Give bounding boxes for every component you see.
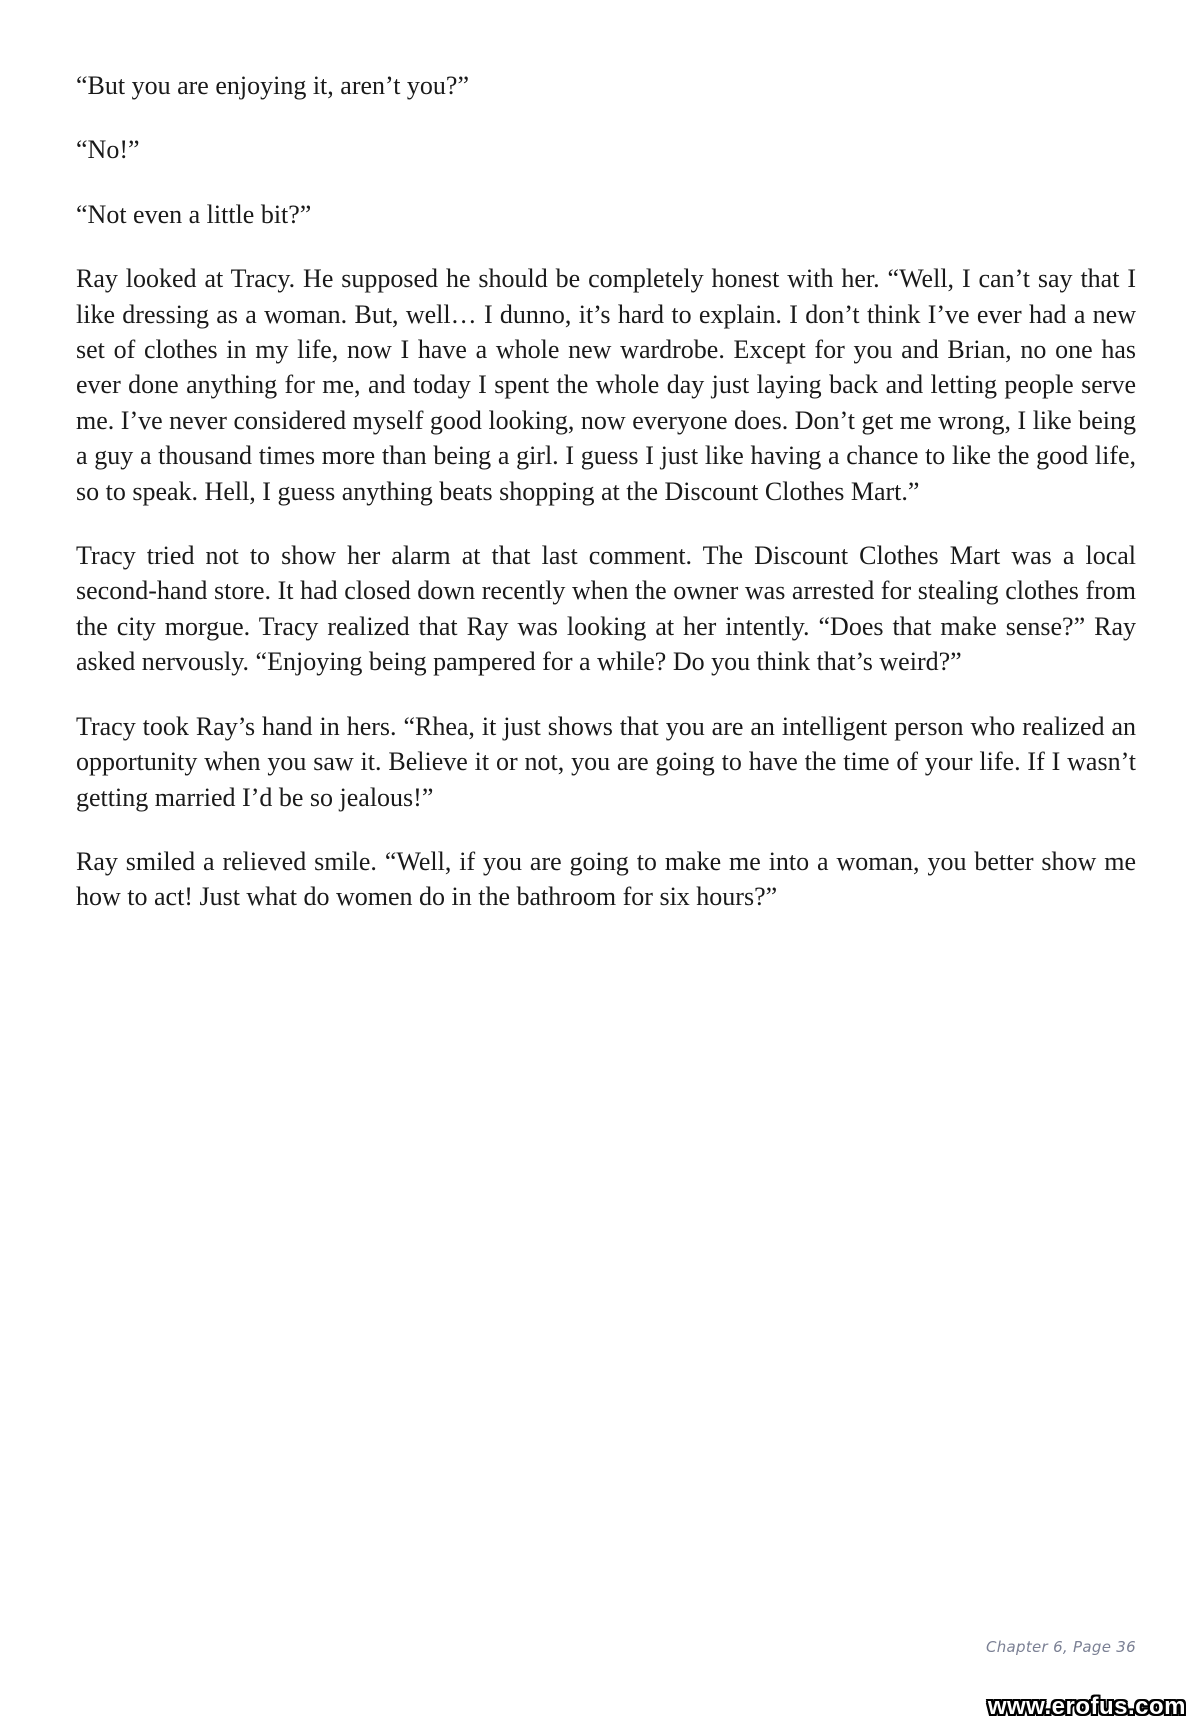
paragraph-1: “But you are enjoying it, aren’t you?” bbox=[76, 71, 470, 100]
paragraph-5: Tracy tried not to show her alarm at that last comment. The Discount Clothes Mart was a local second-hand store. It had closed down recently when the owner was arrested for stealing clothes from the city morgue. Tracy realized that Ray was looking at her intently. “Does that make sense?” Ray asked nervously. “Enjoying being pampered for a while? Do you think that’s weird?” bbox=[76, 541, 1136, 677]
paragraph-2: “No!” bbox=[76, 135, 140, 165]
paragraph-3: “Not even a little bit?” bbox=[76, 199, 312, 229]
paragraph-7: Ray smiled a relieved smile. “Well, if you are going to make me into a woman, you better show me how to act! Just what do women do in the bathroom for six hours?” bbox=[76, 846, 1136, 912]
story-text bbox=[76, 68, 1136, 944]
site-watermark: www.erofus.com bbox=[987, 1693, 1186, 1720]
paragraph-4: Ray looked at Tracy. He supposed he should be completely honest with her. “Well, I can’t say that I like dressing as a woman. But, well… I dunno, it’s hard to explain. I don’t think I’ve ever had a new set of clothes in my life, now I have a whole new wardrobe. Except for you and Brian, no one has ever done anything for me, and today I spent the whole day just laying back and letting people serve me. I’ve never considered myself good looking, now everyone does. Don’t get me wrong, I like being a guy a thousand times more than being a girl. I guess I just like having a chance to like the good life, so to speak. Hell, I guess anything beats shopping at the Discount Clothes Mart.” bbox=[76, 264, 1136, 506]
page-footer: Chapter 6, Page 36 bbox=[985, 1638, 1136, 1656]
paragraph-6: Tracy took Ray’s hand in hers. “Rhea, it just shows that you are an intelligent person who realized an opportunity when you saw it. Believe it or not, you are going to have the time of your life. If I wasn’t getting married I’d be so jealous!” bbox=[76, 711, 1136, 812]
